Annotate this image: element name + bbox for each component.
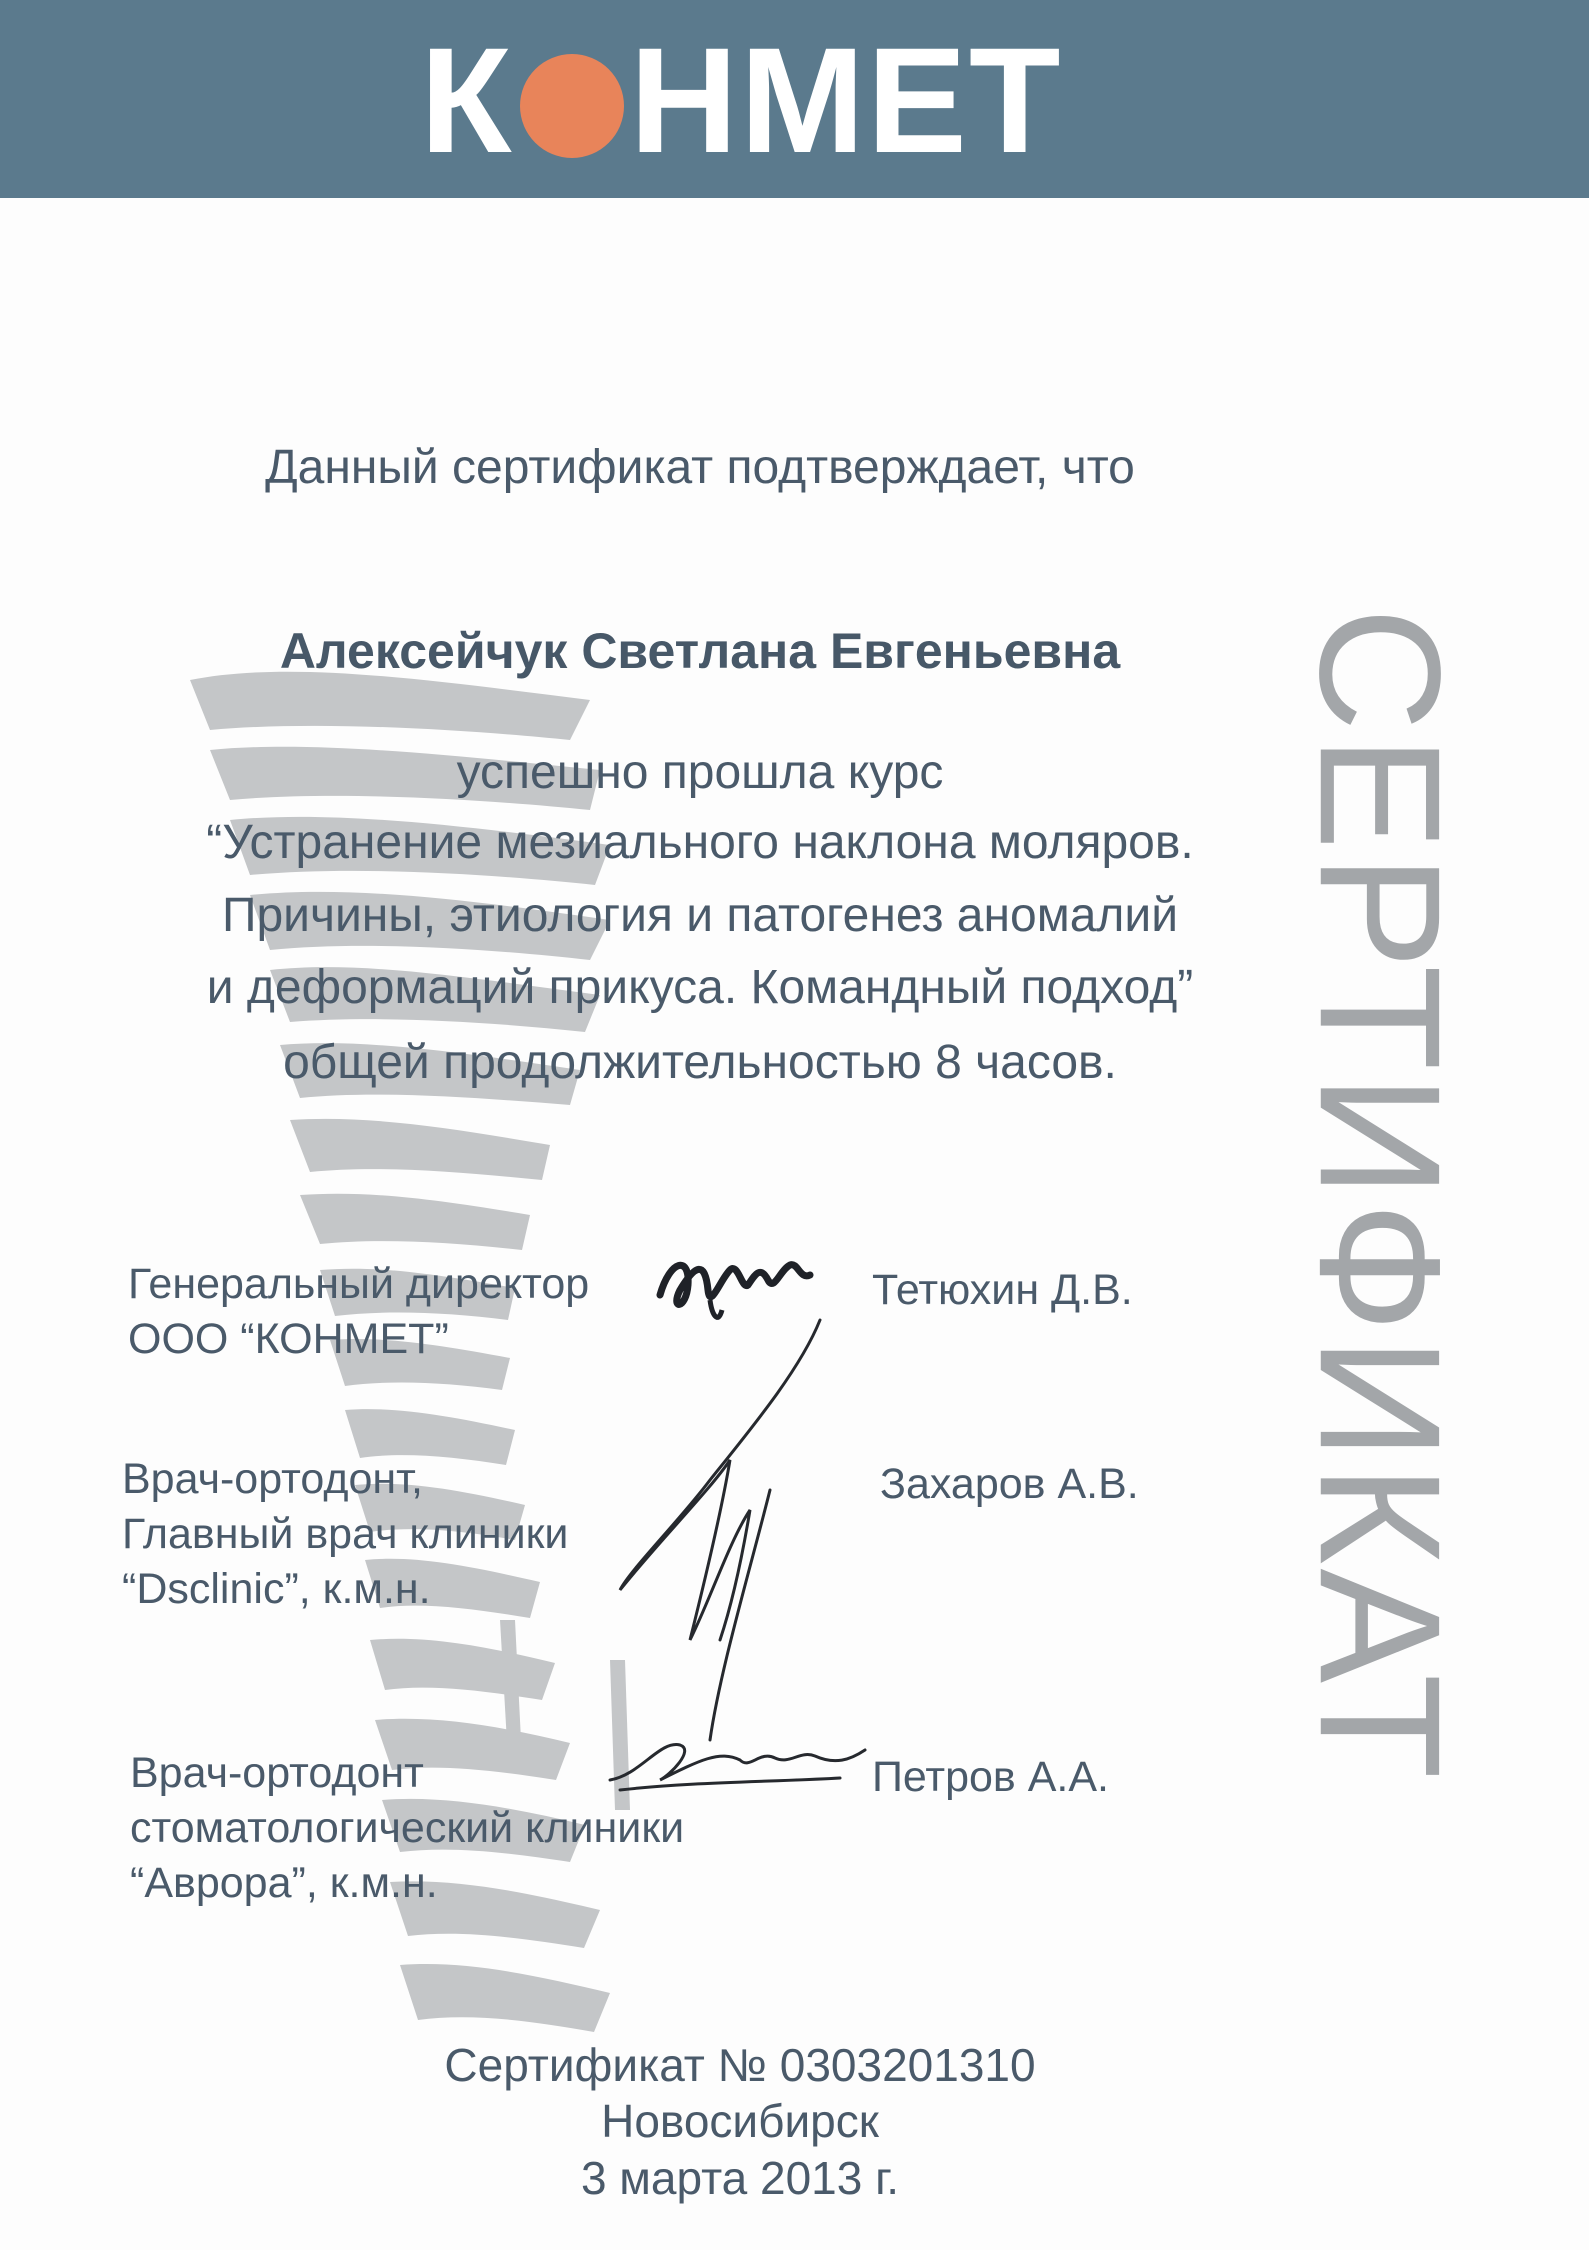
watermark-text: СЕРТИФИКАТ: [1284, 607, 1476, 1783]
course-line-5: общей продолжительностью 8 часов.: [283, 1036, 1117, 1089]
certificate-city: Новосибирск: [601, 2095, 879, 2147]
signatory-3-title-line-3: “Аврора”, к.м.н.: [130, 1859, 438, 1907]
brand-logo: [420, 16, 1063, 184]
certificate-number: Сертификат № 0303201310: [444, 2039, 1036, 2091]
signatory-3-title-line-2: стоматологический клиники: [130, 1804, 685, 1852]
signatory-1-title: [128, 1257, 589, 1367]
course-line-2: “Устранение мезиального наклона моляров.: [206, 816, 1194, 869]
signatory-2-title-line-2: Главный врач клиники: [122, 1510, 569, 1558]
signatory-2-title: [122, 1452, 568, 1617]
signatory-2-title-line-1: Врач-ортодонт,: [122, 1455, 423, 1503]
certificate-watermark: [1284, 335, 1476, 2055]
signatory-2-name: Захаров А.В.: [880, 1460, 1139, 1508]
signatory-3-name: Петров А.А.: [872, 1753, 1109, 1801]
course-line-1: успешно прошла курс: [456, 746, 944, 799]
signatory-3-title-line-1: Врач-ортодонт: [130, 1749, 424, 1797]
signature-3-handwritten: [600, 1720, 870, 1800]
certificate-intro: Данный сертификат подтверждает, что: [265, 441, 1135, 494]
recipient-name: Алексейчук Светлана Евгеньевна: [279, 623, 1121, 679]
logo-letters-rest: НМЕТ: [629, 16, 1063, 184]
course-line-4: и деформаций прикуса. Командный подход”: [206, 961, 1194, 1014]
certificate-date: 3 марта 2013 г.: [580, 2152, 900, 2204]
course-line-3: Причины, этиология и патогенез аномалий: [221, 889, 1179, 942]
logo-letter-k: К: [420, 16, 514, 184]
signatory-1-title-line-1: Генеральный директор: [128, 1260, 590, 1308]
signatory-2-title-line-3: “Dsclinic”, к.м.н.: [122, 1565, 431, 1613]
header-band: [0, 0, 1589, 198]
signatory-1-name: Тетюхин Д.В.: [872, 1266, 1133, 1314]
logo-orange-dot: [520, 54, 624, 158]
signature-2-handwritten: [600, 1310, 860, 1750]
signatory-1-title-line-2: ООО “КОНМЕТ”: [128, 1315, 449, 1363]
